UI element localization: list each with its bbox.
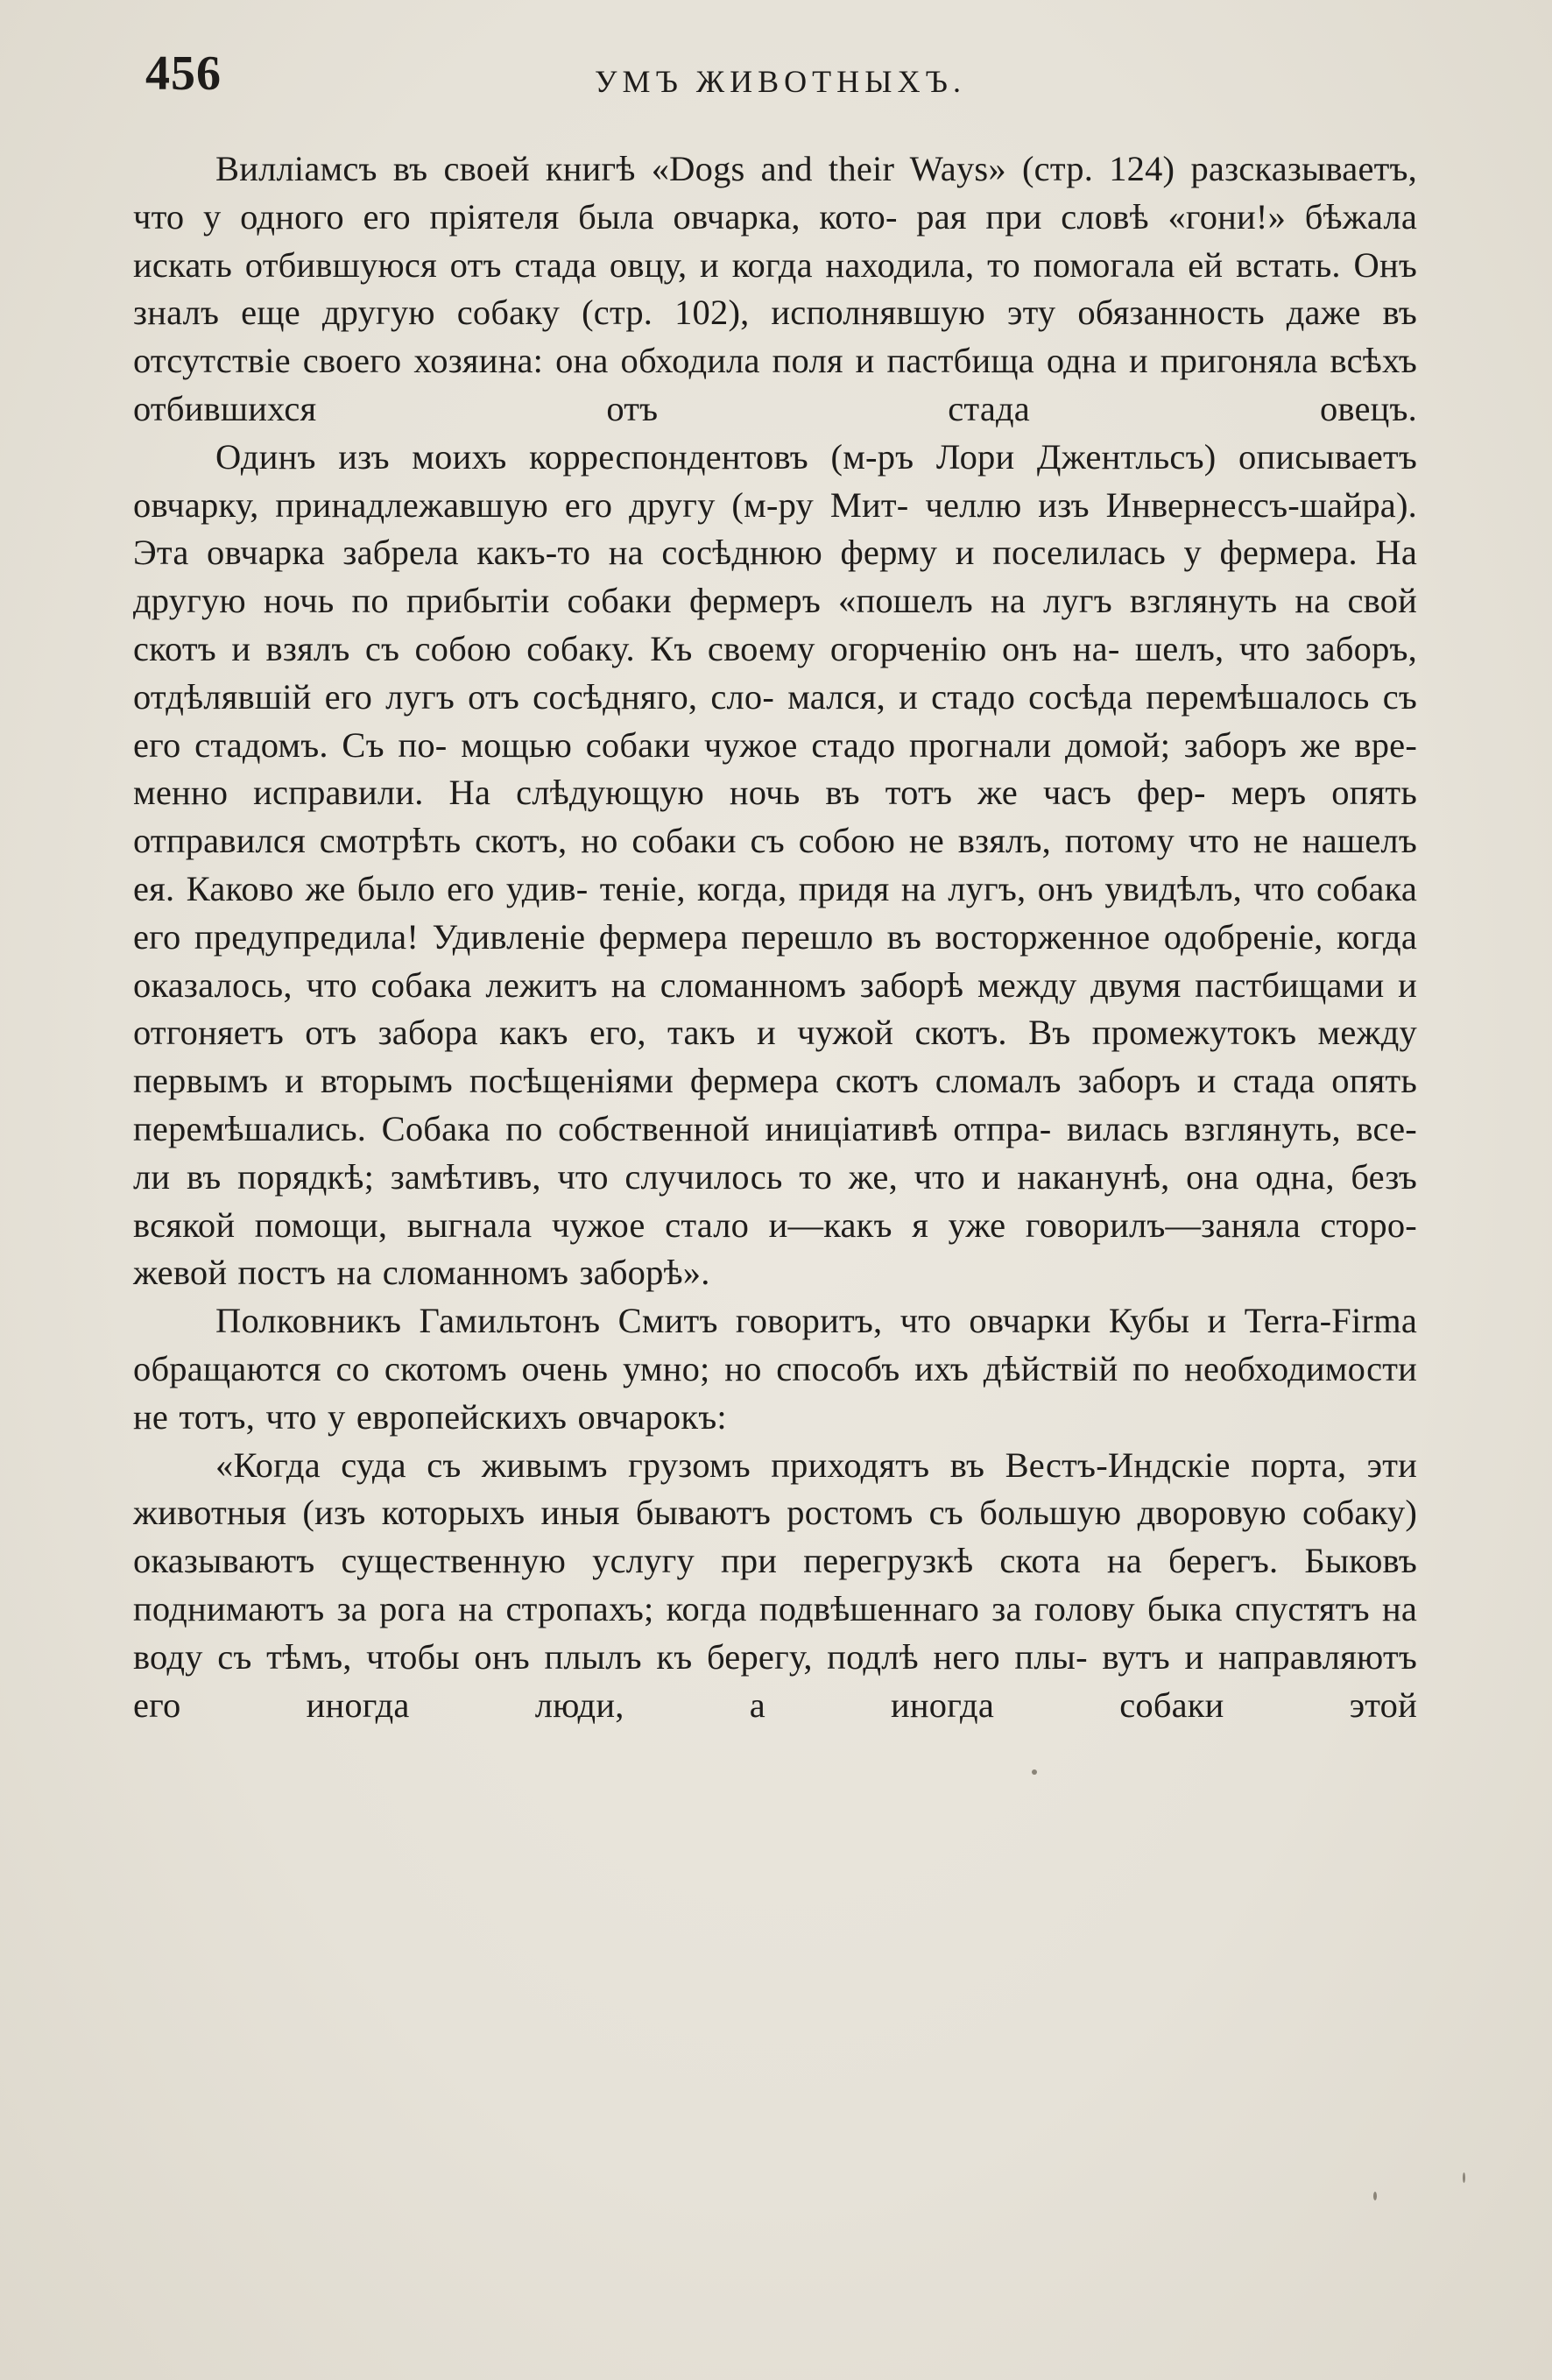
text-line: пастбища одна и пригоняла всѣхъ отбившихся отъ стада овецъ. <box>133 341 1417 428</box>
text-line: предупредила! Удивленіе фермера перешло въ восторженное <box>194 916 1151 957</box>
text-line: вилась взглянуть, все-ли въ порядкѣ; замѣтивъ, что случилось <box>133 1108 1417 1197</box>
text-line: большую дворовую собаку) оказываютъ существенную услугу <box>133 1493 1418 1581</box>
text-line: описываетъ овчарку, принадлежавшую его другу (м-ру Мит- <box>133 436 1417 525</box>
paragraph-quotation <box>133 1442 1417 1730</box>
text-line: Полковникъ Гамильтонъ Смитъ говоритъ, что овчарки Кубы <box>215 1301 1190 1341</box>
text-line: «Когда суда съ живымъ грузомъ приходятъ въ Вестъ-Индскіе <box>215 1444 1231 1485</box>
paragraph-hamilton-smith <box>133 1297 1417 1441</box>
text-line: менно исправили. На слѣдующую ночь въ тотъ же часъ фер- <box>133 773 1206 813</box>
text-line: меръ опять отправился смотрѣть скотъ, но собаки съ собою <box>133 773 1417 861</box>
text-line: прибытіи собаки фермеръ «пошелъ на лугъ взглянуть на свой <box>406 581 1417 621</box>
paper-speck <box>1463 2172 1465 2183</box>
text-line: вутъ и направляютъ его иногда люди, а иногда собаки этой <box>133 1636 1417 1725</box>
text-line: не взялъ, потому что не нашелъ ея. Каково же было его удив- <box>133 821 1417 908</box>
text-line: жевой постъ на сломанномъ заборѣ». <box>133 1253 710 1293</box>
text-line: при перегрузкѣ скота на берегъ. Быковъ поднимаютъ за рога <box>133 1541 1417 1628</box>
text-line: Одинъ изъ моихъ корреспондентовъ (м-ръ Лори Джентльсъ) <box>215 436 1217 477</box>
text-line: сосѣднюю ферму и поселилась у фермера. На другую ночь по <box>133 533 1417 621</box>
text-line: Вилліамсъ въ своей книгѣ «Dogs and their Ways» (стр. 124) <box>215 149 1175 188</box>
text-line: на стропахъ; когда подвѣшеннаго за голову быка спустятъ на <box>458 1588 1417 1628</box>
text-line: еще другую собаку (стр. 102), исполнявшую эту обязанность <box>241 293 1265 333</box>
text-line: одобреніе, когда оказалось, что собака лежитъ на сломанномъ <box>133 916 1418 1005</box>
text-line: то же, что и наканунѣ, она одна, безъ всякой помощи, <box>133 1156 1417 1245</box>
body-text <box>133 145 1417 1729</box>
paragraph-correspondent <box>133 434 1417 1297</box>
text-line: порта, эти животныя (изъ которыхъ иныя бываютъ ростомъ съ <box>133 1444 1417 1533</box>
paragraph-williams <box>133 145 1417 434</box>
running-head: УМЪ ЖИВОТНЫХЪ. <box>595 64 966 99</box>
page-number: 456 <box>145 46 222 101</box>
text-line: мался, и стадо сосѣда перемѣшалось съ его стадомъ. Съ по- <box>133 676 1418 765</box>
page-header <box>140 46 1421 116</box>
text-line: опять перемѣшались. Собака по собственной иниціативѣ отпра- <box>133 1061 1417 1148</box>
text-line: выгнала чужое стало и—какъ я уже говорилъ—заняла сторо- <box>406 1204 1417 1245</box>
text-line: заборѣ между двумя пастбищами и отгоняетъ отъ забора какъ <box>133 964 1417 1053</box>
text-line: воду съ тѣмъ, чтобы онъ плылъ къ берегу, подлѣ него плы- <box>133 1636 1088 1677</box>
text-line: овцу, и когда находила, то помогала ей встать. Онъ зналъ <box>133 244 1417 333</box>
text-line: скотъ и взялъ съ собою собаку. Къ своему огорченію онъ на- <box>133 628 1120 668</box>
text-line: ихъ дѣйствій по необходимости не тотъ, что у европейскихъ <box>133 1348 1418 1437</box>
text-line: рая при словѣ «гони!» бѣжала искать отбившуюся отъ стада <box>133 196 1417 285</box>
text-line: даже въ отсутствіе своего хозяина: она обходила поля и <box>133 293 1417 381</box>
text-line: и Terra-Firma обращаются со скотомъ очень умно; но способъ <box>133 1301 1417 1388</box>
paper-speck <box>1032 1769 1037 1775</box>
text-line: овчарокъ: <box>577 1396 727 1437</box>
text-line: шелъ, что заборъ, отдѣлявшій его лугъ отъ сосѣдняго, сло- <box>133 628 1417 717</box>
paper-speck <box>1373 2192 1377 2200</box>
text-line: теніе, когда, придя на лугъ, онъ увидѣлъ, что собака его <box>133 868 1418 957</box>
text-line: челлю изъ Инвернессъ-шайра). Эта овчарка забрела какъ-то на <box>133 484 1417 573</box>
text-line: разсказываетъ, что у одного его пріятеля была овчарка, кото- <box>133 149 1417 237</box>
text-line: мощью собаки чужое стадо прогнали домой; заборъ же вре- <box>461 724 1418 765</box>
text-line: его, такъ и чужой скотъ. Въ промежутокъ между первымъ и <box>133 1013 1417 1101</box>
text-line: вторымъ посѣщеніями фермера скотъ сломалъ заборъ и стада <box>320 1061 1316 1101</box>
